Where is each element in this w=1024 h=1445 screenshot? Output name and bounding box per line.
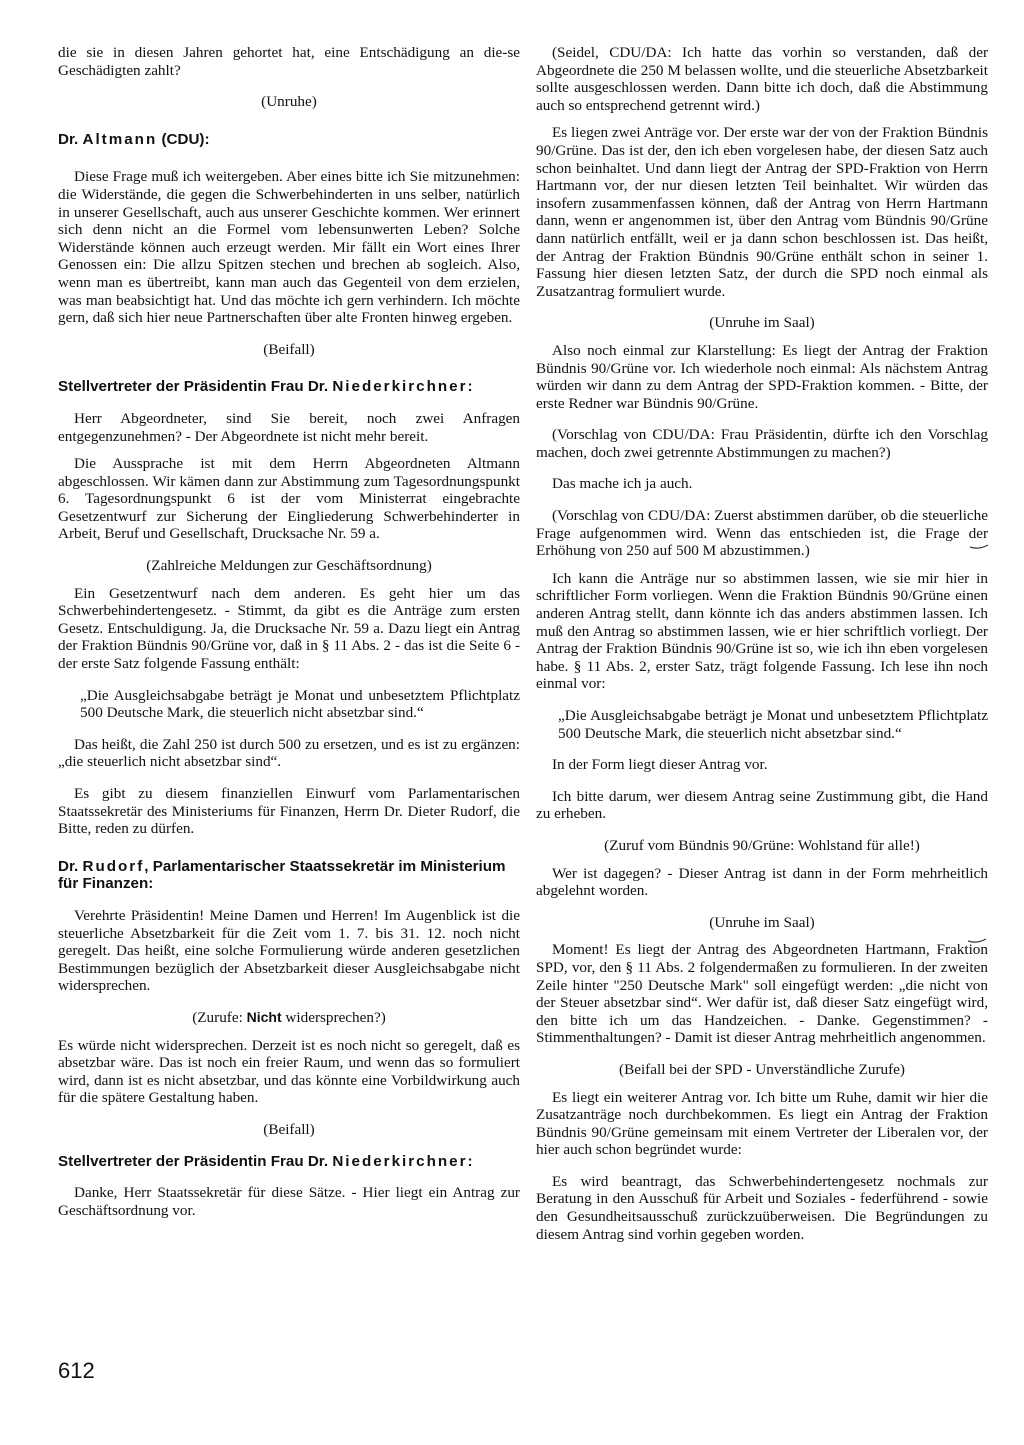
quote: „Die Ausgleichsabgabe beträgt je Monat und unbesetztem Pflichtplatz 500 Deutsche Mark, die steuerlich nicht absetzbar sind.“ — [558, 707, 988, 742]
speaker-suffix: : — [467, 378, 473, 396]
paragraph: Ein Gesetzentwurf nach dem anderen. Es geht hier um das Schwerbehindertengesetz. - Stimmt, da gibt es die Anträge zum ersten Gesetz. Entschuldigung. Ja, die Drucksache Nr. 59 a. Dazu liegt ein Antrag der Fraktion Bündnis 90/Grüne vor, daß in § 11 Abs. 2 - das ist die Seite 6 - der erste Satz folgende Fassung enthält: — [58, 584, 520, 673]
interjection: (Zuruf vom Bündnis 90/Grüne: Wohlstand für alle!) — [604, 836, 920, 854]
page-number: 612 — [58, 1358, 95, 1383]
speaker-name: Altmann — [82, 130, 158, 148]
speaker-suffix: (CDU): — [157, 130, 210, 148]
speaker-suffix: : — [467, 1152, 473, 1170]
interjection — [58, 1009, 520, 1027]
paragraph: (Seidel, CDU/DA: Ich hatte das vorhin so verstanden, daß der Abgeordnete die 250 M belassen wollte, und die steuerliche Absetzbarkeit sollte ausgeschlossen werden. Dann bitte ich doch, daß die Abstimmung auch so entsprechend getrennt wird.) — [536, 44, 988, 114]
paragraph: Moment! Es liegt der Antrag des Abgeordneten Hartmann, Fraktion SPD, vor, den § 11 Abs. 2 folgendermaßen zu formulieren. In der zweiten Zeile hinter "250 Deutsche Mark" soll eingefügt werden: „die nicht von der Steuer absetzbar sind“. Wer dafür ist, daß dieser Satz eingefügt wird, den bitte ich um das Handzeichen. - Danke. Gegenstimmen? - Stimmenthaltungen? - Damit ist dieser Antrag mehrheitlich angenommen. — [536, 941, 988, 1047]
interjection-text: widersprechen?) — [281, 1008, 386, 1026]
left-column — [58, 44, 520, 1219]
interjection: (Beifall) — [263, 1120, 315, 1138]
interjection: (Beifall bei der SPD - Unverständliche Zurufe) — [619, 1060, 905, 1078]
interjection: (Zahlreiche Meldungen zur Geschäftsordnung) — [146, 557, 432, 575]
speaker-heading — [58, 378, 520, 396]
speaker-heading — [58, 858, 520, 893]
interjection: (Beifall) — [263, 340, 315, 358]
paragraph: (Vorschlag von CDU/DA: Zuerst abstimmen darüber, ob die steuerliche Frage aufgenommen wird. Wenn das entschieden ist, die Frage der Erhöhung von 250 auf 500 M abzustimmen.) — [536, 507, 988, 560]
paragraph: Es würde nicht widersprechen. Derzeit ist es noch nicht so geregelt, daß es absetzbar wäre. Das ist noch ein freier Raum, und wenn das so formuliert wird, dann ist es nicht absetzbar, und das könnte eine Vorbildwirkung auch für die spätere Gestaltung haben. — [58, 1036, 520, 1107]
interjection-bold: Nicht — [246, 1008, 282, 1025]
paragraph: Wer ist dagegen? - Dieser Antrag ist dann in der Form mehrheitlich abgelehnt worden. — [536, 864, 988, 900]
interjection: (Unruhe im Saal) — [709, 913, 815, 931]
speaker-suffix: , Parlamentarischer Staatssekretär im Ministerium für Finanzen: — [58, 857, 506, 893]
speaker-prefix: Dr. — [58, 130, 83, 148]
paragraph: (Vorschlag von CDU/DA: Frau Präsidentin, dürfte ich den Vorschlag machen, doch zwei getrennte Abstimmungen zu machen?) — [536, 426, 988, 461]
speaker-prefix: Dr. — [58, 857, 83, 875]
paragraph: Diese Frage muß ich weitergeben. Aber eines bitte ich Sie mitzunehmen: die Widerstände, die gegen die Schwerbehinderten in uns selber, natürlich in unserer Gesellschaft, auch aus unserer Geschichte kommen. Wer erinnert sich denn nicht an die Formel vom lebensunwerten Leben? Solche Widerstände können auch erzeugt werden. Mir fällt ein Wort eines Ihrer Genossen ein: Die allzu Spitzen stechen und brechen ab sogleich. Also, wenn man es übertreibt, kann man auch das Gegenteil von dem erzielen, was man beabsichtigt hat. Und das möchte ich gern verhindern. Ich möchte gern, daß sich hier neue Partnerschaften über alte Fronten hinweg ergeben. — [58, 168, 520, 327]
margin-mark — [968, 938, 986, 942]
paragraph: Es gibt zu diesem finanziellen Einwurf vom Parlamentarischen Staatssekretär des Ministeriums für Finanzen, Herrn Dr. Dieter Rudorf, die Bitte, reden zu dürfen. — [58, 785, 520, 838]
speaker-name: Rudorf — [82, 857, 145, 875]
speaker-heading — [58, 131, 520, 149]
paragraph: Also noch einmal zur Klarstellung: Es liegt der Antrag der Fraktion Bündnis 90/Grüne vor. Ich wiederhole noch einmal: Als nächstem Antrag würden wir dann zu dem Antrag der SPD-Fraktion kommen. - Bitte, der erste Redner war Bündnis 90/Grüne. — [536, 341, 988, 412]
paragraph: die sie in diesen Jahren gehortet hat, eine Entschädigung an die-se Geschädigten zahlt? — [58, 44, 520, 79]
speaker-prefix: Stellvertreter der Präsidentin Frau Dr. — [58, 378, 333, 396]
speaker-heading — [58, 1153, 520, 1171]
paragraph: Verehrte Präsidentin! Meine Damen und Herren! Im Augenblick ist die steuerliche Absetzbarkeit für die Zeit vom 1. 7. bis 31. 12. noch nicht geregelt. Das heißt, eine solche Formulierung würde anderen gesetzlichen Bestimmungen bezüglich der Absetzbarkeit dieser Ausgleichsabgabe nicht widersprechen. — [58, 906, 520, 995]
paragraph: Die Aussprache ist mit dem Herrn Abgeordneten Altmann abgeschlossen. Wir kämen dann zur Abstimmung zum Tagesordnungspunkt 6. Tagesordnungspunkt 6 ist der vom Ministerrat eingebrachte Gesetzentwurf zur Sicherung der Eingliederung Schwerbehinderter in Arbeit, Beruf und Gesellschaft, Drucksache Nr. 59 a. — [58, 455, 520, 543]
paragraph: Es wird beantragt, das Schwerbehindertengesetz nochmals zur Beratung in den Ausschuß für Arbeit und Soziales - federführend - sowie den Gesundheitsausschuß zurückzuüberweisen. Die Begründungen zu diesem Antrag sind vorhin gegeben worden. — [536, 1172, 988, 1243]
paragraph: Ich bitte darum, wer diesem Antrag seine Zustimmung gibt, die Hand zu erheben. — [536, 787, 988, 823]
paragraph: Ich kann die Anträge nur so abstimmen lassen, wie sie mir hier in schriftlicher Form vorliegen. Wenn die Fraktion Bündnis 90/Grüne einen anderen Antrag stellt, dann könnte ich das anders abstimmen lassen. Ich muß den Antrag so abstimmen lassen, wie er hier schriftlich vorliegt. Der Antrag der Fraktion Bündnis 90/Grüne ist so, wie ich ihn eben vorgelesen habe. § 11 Abs. 2, erster Satz, trägt folgende Fassung. Ich lese ihn noch einmal vor: — [536, 569, 988, 693]
paragraph: Das mache ich ja auch. — [552, 475, 693, 493]
paragraph: Das heißt, die Zahl 250 ist durch 500 zu ersetzen, und es ist zu ergänzen: „die steuerlich nicht absetzbar sind“. — [58, 735, 520, 771]
paragraph: In der Form liegt dieser Antrag vor. — [552, 756, 768, 774]
speaker-name: Niederkirchner — [332, 1152, 468, 1170]
speaker-name: Niederkirchner — [332, 378, 468, 396]
paragraph: Es liegt ein weiterer Antrag vor. Ich bitte um Ruhe, damit wir hier die Zusatzanträge noch durchbekommen. Es liegt ein Antrag der Fraktion Bündnis 90/Grüne gemeinsam mit einem Vertreter der Liberalen vor, der hier auch schon begründet wurde: — [536, 1088, 988, 1159]
speaker-prefix: Stellvertreter der Präsidentin Frau Dr. — [58, 1152, 333, 1170]
interjection-text: (Zurufe: — [192, 1008, 247, 1026]
interjection: (Unruhe im Saal) — [709, 314, 815, 332]
paragraph: Danke, Herr Staatssekretär für diese Sätze. - Hier liegt ein Antrag zur Geschäftsordnung vor. — [58, 1184, 520, 1219]
paragraph: Herr Abgeordneter, sind Sie bereit, noch zwei Anfragen entgegenzunehmen? - Der Abgeordnete ist nicht mehr bereit. — [58, 409, 520, 445]
right-column — [536, 44, 988, 1243]
interjection: (Unruhe) — [261, 93, 317, 111]
margin-mark — [970, 544, 988, 548]
paragraph: Es liegen zwei Anträge vor. Der erste war der von der Fraktion Bündnis 90/Grüne. Das ist der, den ich eben vorgelesen habe, der diesen Satz auch schon beinhaltet. Und dann liegt der Antrag der SPD-Fraktion von Herrn Hartmann vor, der nur diesen letzten Teil beinhaltet. Wir würden das insofern zusammenfassen können, daß der Antrag von Herrn Hartmann dann, wenn er angenommen ist, über den Antrag vom Bündnis 90/Grüne dann natürlich entfällt, weil er ja dann schon beschlossen ist. Das heißt, der Antrag der Fraktion Bündnis 90/Grüne enthält schon in seiner 1. Fassung hier diesen letzten Satz, der durch die SPD noch einmal als Zusatzantrag formuliert wurde. — [536, 124, 988, 300]
quote: „Die Ausgleichsabgabe beträgt je Monat und unbesetztem Pflichtplatz 500 Deutsche Mark, die steuerlich nicht absetzbar sind.“ — [80, 686, 520, 722]
